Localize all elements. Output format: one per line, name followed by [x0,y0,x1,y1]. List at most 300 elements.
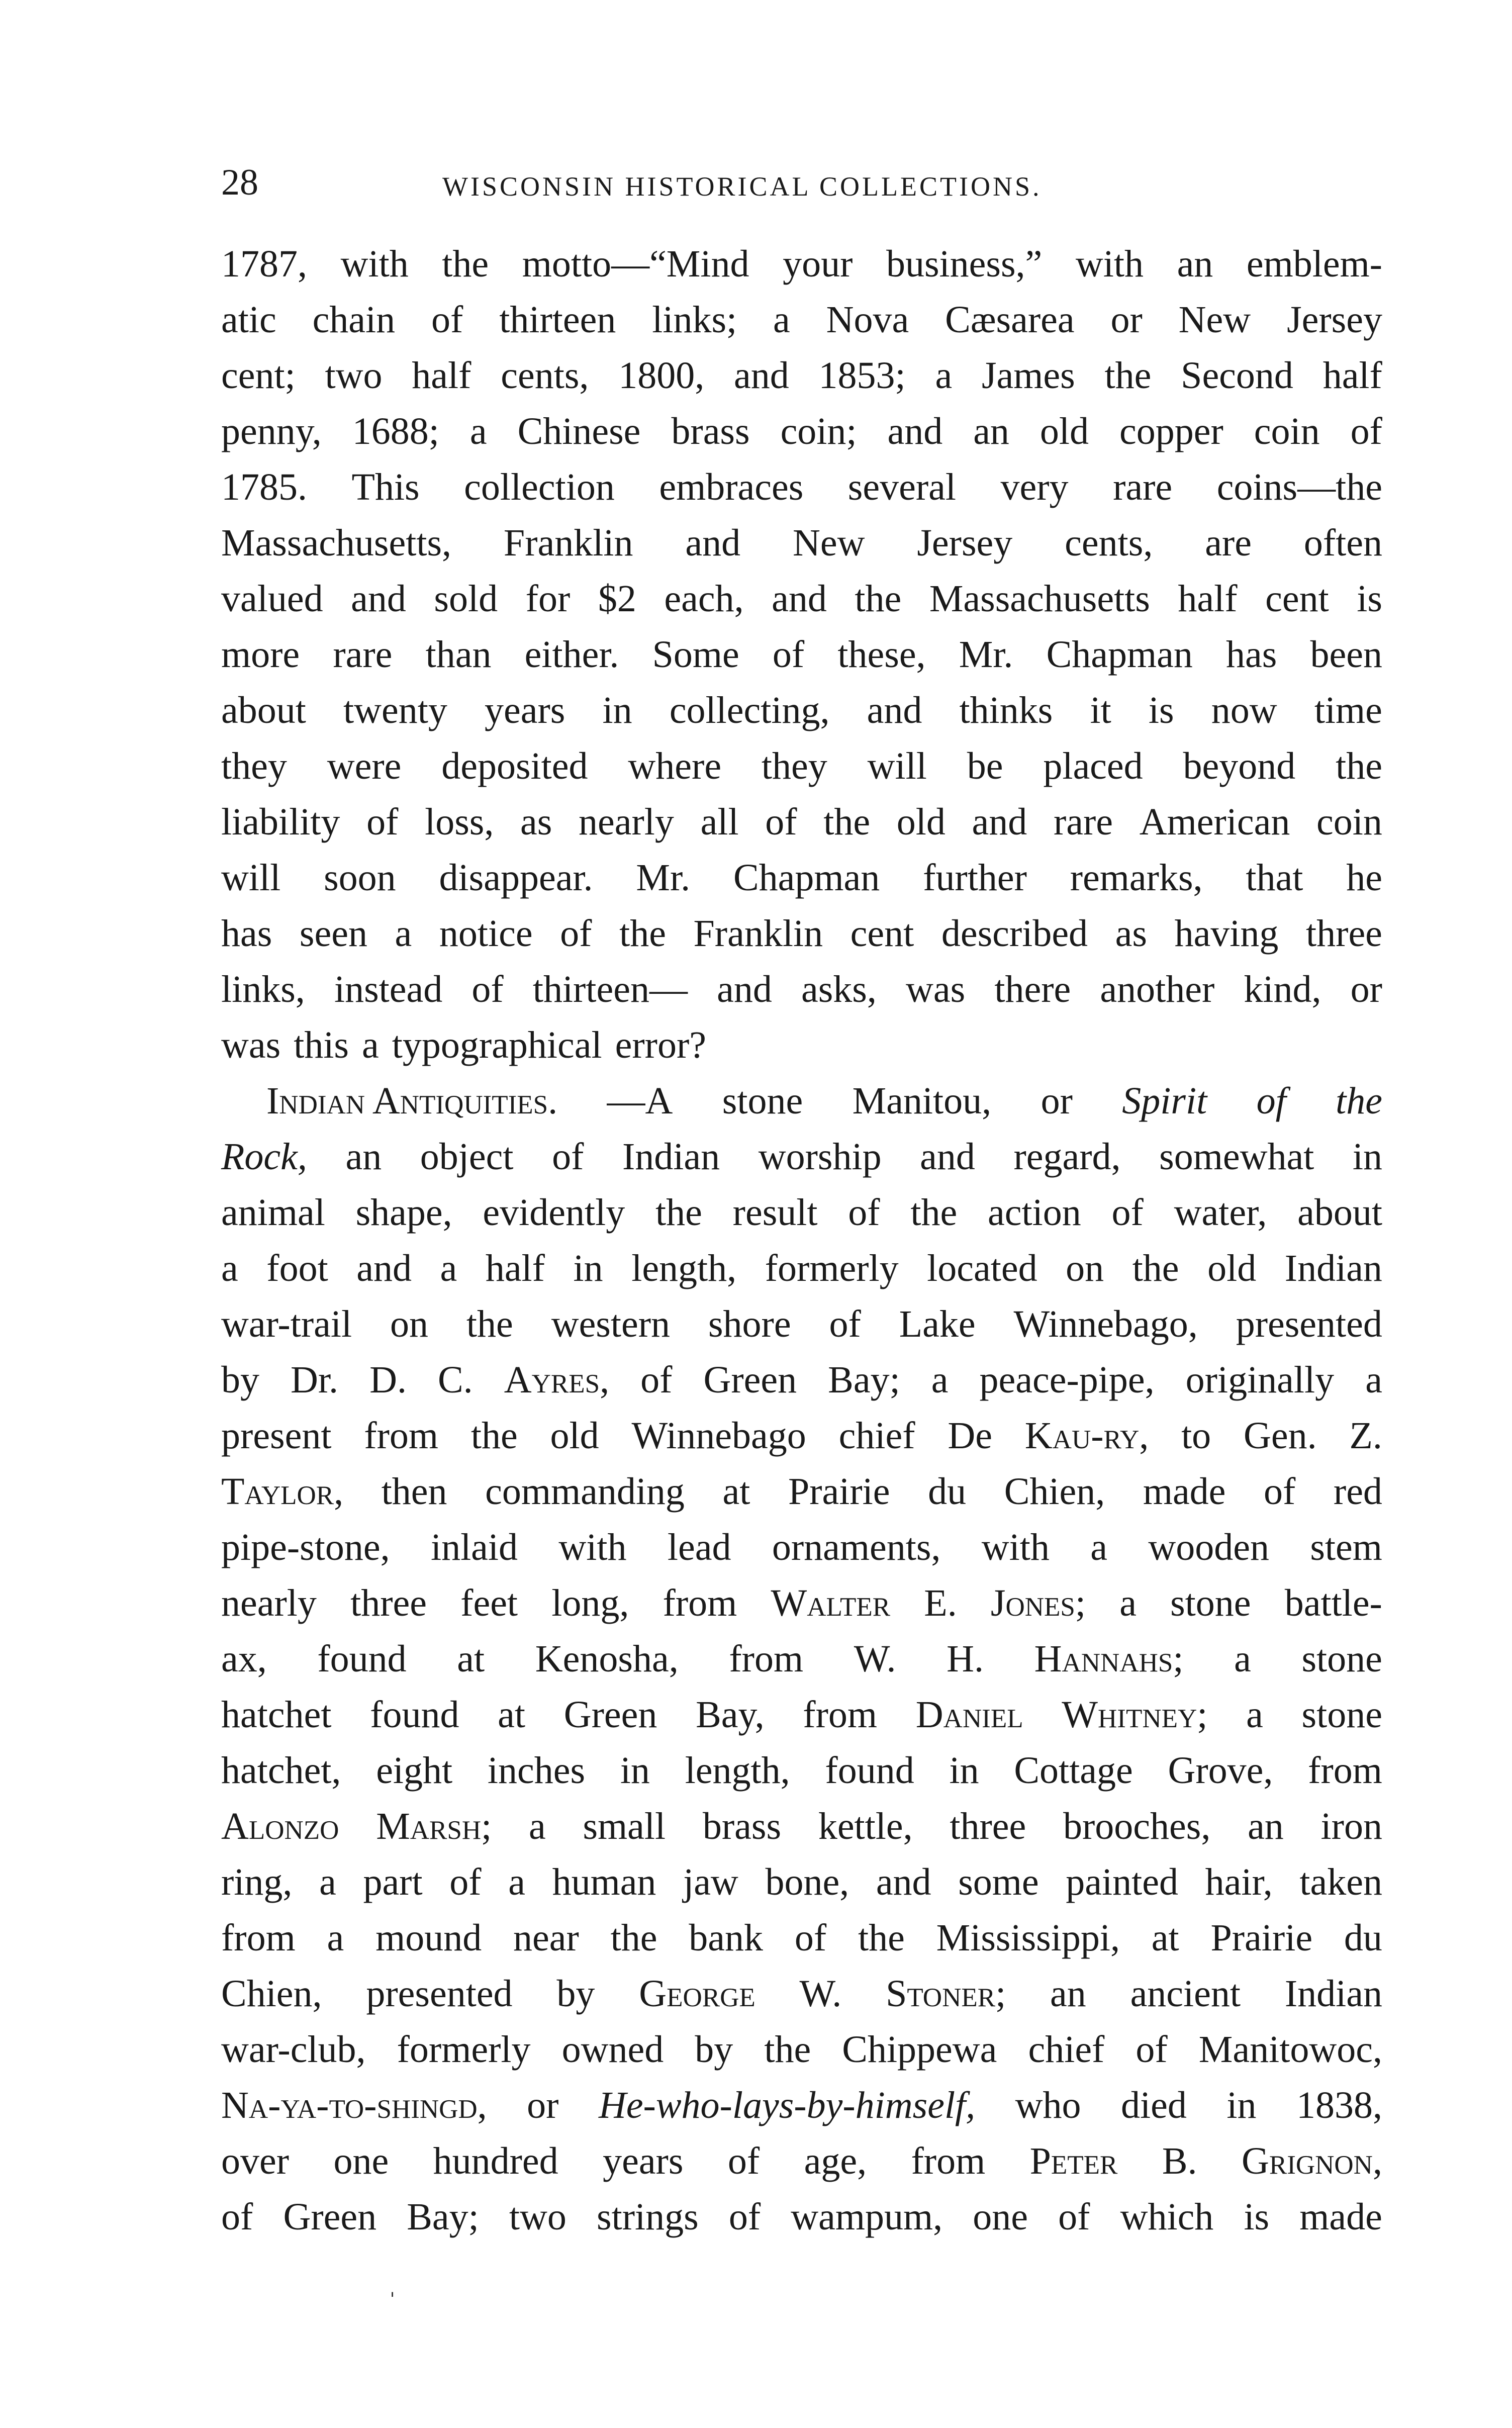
word: red [1333,1470,1382,1513]
word: of [772,633,805,676]
word: Prairie [1210,1917,1313,1959]
word: length, [631,1247,737,1289]
word: instead [334,968,443,1010]
word: Taylor, [221,1470,344,1513]
word: stem [1310,1526,1382,1568]
word: Grove, [1168,1749,1273,1792]
word: made [1299,2196,1382,2238]
word: in [602,689,632,731]
text-line [221,404,1382,459]
word: at [722,1470,750,1513]
word: thirteen— [532,968,688,1010]
word: Jersey [917,522,1013,564]
word: brass [671,410,750,452]
word: disappear. [439,857,593,899]
text-line [221,292,1382,348]
word: iron [1320,1805,1382,1847]
word: Gen. [1244,1415,1317,1457]
word: a [773,299,790,341]
text-line [221,2133,1382,2189]
word: died [1121,2084,1187,2126]
text-line [221,906,1382,962]
word: painted [1066,1861,1178,1903]
word: by [556,1973,595,2015]
word: there [994,968,1071,1010]
word: James [981,354,1075,397]
word: De [948,1415,992,1457]
word: Chien, [1004,1470,1105,1513]
word: Indian Antiquities. [266,1080,558,1122]
word: of [1264,1470,1296,1513]
word: Massachusetts [929,578,1150,620]
word: of [1350,410,1382,452]
word: is [1357,578,1382,620]
word: penny, [221,410,322,452]
body-text [221,236,1382,2245]
word: a [1234,1638,1251,1680]
word: some [958,1861,1039,1903]
word: ancient [1130,1973,1241,2015]
word: a [221,1247,238,1289]
word: the [619,912,666,955]
word: he [1346,857,1382,899]
word: rare [333,633,393,676]
word: who [1015,2084,1081,2126]
word: a [508,1861,525,1903]
word: —A [607,1080,673,1122]
word: on [390,1303,429,1345]
word: soon [324,857,396,899]
word: 1787, [221,243,307,285]
word: in [620,1749,650,1792]
word: New [792,522,865,564]
word: of [794,1917,827,1959]
word: this [294,1024,349,1066]
text-line [221,1352,1382,1408]
text-line [221,1464,1382,1520]
word: human [552,1861,656,1903]
word: of [560,912,592,955]
text-line [221,348,1382,404]
text-line [221,1520,1382,1575]
word: a [440,1247,457,1289]
word: remarks, [1070,857,1203,899]
word: Cæsarea [945,299,1075,341]
word: of [471,968,504,1010]
word: three [1306,912,1382,955]
word: a [935,354,953,397]
word: Kau-ry, [1024,1415,1149,1457]
word: regard, [1013,1136,1121,1178]
word: Z. [1349,1415,1382,1457]
word: it [1090,689,1111,731]
word: wampum, [791,2196,943,2238]
word: Kenosha, [535,1638,679,1680]
word: about [1297,1191,1382,1234]
word: bank [689,1917,764,1959]
word: than [425,633,492,676]
word: du [1344,1917,1382,1959]
word: This [351,466,420,508]
word: battle- [1284,1582,1382,1624]
word: peace-pipe, [979,1359,1155,1401]
word: three [350,1582,427,1624]
text-line [221,2078,1382,2133]
text-line [221,2022,1382,2078]
word: age, [804,2140,867,2182]
word: Whitney; [1062,1694,1208,1736]
word: deposited [441,745,588,787]
word: the [858,1917,905,1959]
word: of [431,299,463,341]
word: Franklin [503,522,633,564]
word: a [319,1861,336,1903]
word: somewhat [1159,1136,1314,1178]
word: and [351,578,406,620]
word: an [973,410,1009,452]
word: found [370,1694,459,1736]
word: links; [652,299,737,341]
text-line [221,1799,1382,1854]
word: originally [1185,1359,1335,1401]
text-line [221,1575,1382,1631]
word: half [412,354,471,397]
word: an [345,1136,382,1178]
word: old [896,801,946,843]
text-line [221,1017,1382,1073]
word: about [221,689,306,731]
word: brooches, [1063,1805,1211,1847]
word: small [583,1805,666,1847]
word: the [1336,745,1382,787]
word: Grignon, [1241,2140,1382,2182]
word: seen [299,912,367,955]
word: chain [312,299,396,341]
word: of [221,2196,253,2238]
word: kettle, [818,1805,913,1847]
word: presented [1236,1303,1382,1345]
word: water, [1174,1191,1267,1234]
word: half [1322,354,1382,397]
word: half [485,1247,545,1289]
word: 1853; [818,354,906,397]
word: war-club, [221,2028,366,2071]
word: worship [758,1136,882,1178]
word: a [1365,1359,1382,1401]
word: two [325,354,383,397]
word: coin [1254,410,1320,452]
word: feet [460,1582,518,1624]
word: one [973,2196,1028,2238]
word: of [727,2140,760,2182]
running-head [221,160,1418,205]
word: Jersey [1287,299,1382,341]
word: found [825,1749,914,1792]
word: now [1211,689,1277,731]
word: has [1226,633,1277,676]
word: a [529,1805,546,1847]
word: Green [703,1359,797,1401]
word: a [327,1917,344,1959]
text-line [221,627,1382,683]
word: the [442,243,489,285]
word: liability [221,801,340,843]
word: a [931,1359,949,1401]
word: Walter [771,1582,891,1624]
word: Bay; [407,2196,479,2238]
word: your [783,243,853,285]
word: cents, [501,354,589,397]
word: hundred [433,2140,558,2182]
word: where [628,745,722,787]
word: Indian [1284,1247,1382,1289]
word: emblem- [1246,243,1382,285]
text-line [221,2189,1382,2245]
word: in [1226,2084,1257,2126]
word: the [823,801,871,843]
word: 1785. [221,466,307,508]
word: will [867,745,927,787]
word: several [847,466,956,508]
word: Rock, [221,1136,307,1178]
word: Green [563,1694,657,1736]
word: pipe-stone, [221,1526,390,1568]
word: embraces [659,466,804,508]
word: bone, [765,1861,849,1903]
word: from [663,1582,737,1624]
word: Hannahs; [1034,1638,1184,1680]
word: near [513,1917,579,1959]
word: of [1111,1191,1144,1234]
word: all [700,801,739,843]
word: old [550,1415,599,1457]
word: western [551,1303,671,1345]
word: B. [1162,2140,1197,2182]
word: part [363,1861,423,1903]
text-line [221,1687,1382,1743]
word: are [1205,522,1252,564]
word: in [1352,1136,1382,1178]
word: with [340,243,409,285]
word: coin [1316,801,1382,843]
word: which [1120,2196,1214,2238]
word: ax, [221,1638,267,1680]
word: another [1100,968,1215,1010]
word: copper [1119,410,1223,452]
word: will [221,857,281,899]
word: years [485,689,565,731]
word: be [967,745,1003,787]
word: of [640,1359,673,1401]
word: from [364,1415,439,1457]
word: a [362,1024,379,1066]
word: Indian [622,1136,720,1178]
word: Jones; [990,1582,1086,1624]
word: hatchet, [221,1749,341,1792]
word: Peter [1029,2140,1118,2182]
word: cent [1265,578,1329,620]
word: very [1000,466,1069,508]
word: thinks [959,689,1053,731]
word: long, [551,1582,629,1624]
word: Stoner; [886,1973,1006,2015]
word: or [1350,968,1382,1010]
word: a [1090,1526,1107,1568]
word: Chapman [1046,633,1193,676]
word: to [1181,1415,1211,1457]
word: formerly [397,2028,531,2071]
word: Winnebago [631,1415,806,1457]
word: eight [376,1749,453,1792]
word: C. [437,1359,473,1401]
word: of [728,2196,761,2238]
word: wooden [1148,1526,1269,1568]
word: at [498,1694,526,1736]
word: by [695,2028,733,2071]
word: Chapman [733,857,880,899]
word: two [509,2196,566,2238]
word: with [1075,243,1144,285]
text-line [221,962,1382,1017]
word: hatchet [221,1694,332,1736]
word: the [1336,1080,1382,1122]
word: of [1058,2196,1090,2238]
word: coin; [780,410,857,452]
word: Second [1181,354,1293,397]
word: cent [850,912,914,955]
word: an [1248,1805,1284,1847]
word: valued [221,578,323,620]
word: of [1256,1080,1286,1122]
word: Chien, [221,1973,322,2015]
word: chief [1028,2028,1105,2071]
word: Prairie [788,1470,890,1513]
word: a [469,410,487,452]
word: placed [1043,745,1143,787]
word: of [1136,2028,1168,2071]
word: or [527,2084,559,2126]
word: Marsh; [376,1805,492,1847]
word: links, [221,968,305,1010]
running-title: WISCONSIN HISTORICAL COLLECTIONS. [442,171,1042,202]
word: is [1148,689,1174,731]
word: Nova [826,299,909,341]
word: length, [685,1749,790,1792]
word: in [573,1247,603,1289]
word: motto—“Mind [522,243,749,285]
word: strings [597,2196,699,2238]
word: W. [799,1973,842,2015]
word: foot [266,1247,328,1289]
word: Na-ya-to-shingd, [221,2084,487,2126]
word: located [927,1247,1037,1289]
word: half [1178,578,1238,620]
word: having [1174,912,1279,955]
word: Mr. [959,633,1013,676]
word: Bay; [828,1359,900,1401]
word: result [732,1191,818,1234]
word: collecting, [669,689,830,731]
word: kind, [1244,968,1321,1010]
word: H. [947,1638,984,1680]
word: they [761,745,827,787]
word: Cottage [1014,1749,1133,1792]
word: then [381,1470,447,1513]
word: Lake [899,1303,976,1345]
text-line [221,236,1382,292]
word: these, [837,633,926,676]
word: Ayres, [504,1359,610,1401]
word: D. [369,1359,407,1401]
word: cent; [221,354,296,397]
word: animal [221,1191,325,1234]
word: an [1050,1973,1086,2015]
word: from [1308,1749,1382,1792]
word: coins—the [1216,466,1382,508]
word: on [1066,1247,1104,1289]
word: and [772,578,827,620]
word: and [717,968,772,1010]
word: evidently [483,1191,625,1234]
word: 1838, [1296,2084,1382,2126]
word: of [765,801,797,843]
word: and [867,689,922,731]
word: action [988,1191,1081,1234]
word: taken [1299,1861,1382,1903]
word: Massachusetts, [221,522,452,564]
word: and [887,410,943,452]
text-line [221,1129,1382,1185]
word: collection [464,466,615,508]
word: Mississippi, [936,1917,1120,1959]
word: sold [434,578,498,620]
word: stone [722,1080,803,1122]
text-line [221,683,1382,738]
word: 1688; [352,410,439,452]
word: were [327,745,402,787]
word: beyond [1183,745,1296,787]
word: further [923,857,1027,899]
word: commanding [485,1470,685,1513]
word: made [1143,1470,1226,1513]
word: New [1178,299,1251,341]
word: He-who-lays-by-himself, [598,2084,976,2126]
text-line [221,515,1382,571]
word: $2 [598,578,636,620]
word: from [221,1917,296,1959]
word: Mr. [636,857,691,899]
word: inches [487,1749,586,1792]
text-line [221,1854,1382,1910]
word: at [1151,1917,1179,1959]
word: Indian [1284,1973,1382,2015]
word: Chippewa [842,2028,997,2071]
word: Spirit [1122,1080,1207,1122]
word: as [1115,912,1147,955]
word: object [420,1136,514,1178]
word: and [972,801,1027,843]
word: Green [283,2196,377,2238]
word: an [1177,243,1213,285]
word: of [848,1191,880,1234]
word: hair, [1205,1861,1273,1903]
word: of [366,801,399,843]
word: of [449,1861,482,1903]
text-line [221,850,1382,906]
word: brass [702,1805,782,1847]
word: atic [221,299,276,341]
word: jaw [683,1861,738,1903]
